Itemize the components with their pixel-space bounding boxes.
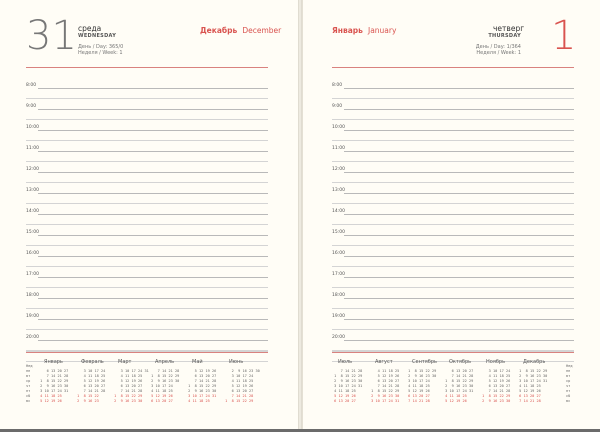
header-rule	[26, 67, 268, 68]
hour-line[interactable]	[38, 109, 268, 110]
calendar-month-label: Февраль	[81, 359, 104, 365]
half-hour-line[interactable]	[26, 308, 268, 309]
day-number: 31	[26, 13, 77, 59]
half-hour-line[interactable]	[26, 266, 268, 267]
hour-line[interactable]	[38, 172, 268, 173]
calendar-month-grid: 7 14 21 28 1 8 15 22 29 2 9 16 23 30 3 10 17 24 31 4 11 18 25 5 12 19 26 6 13 20 27	[332, 369, 363, 403]
hour-line[interactable]	[38, 298, 268, 299]
hour-line[interactable]	[344, 151, 574, 152]
hour-label: 13:00	[332, 188, 345, 193]
half-hour-line[interactable]	[26, 245, 268, 246]
calendar-month-grid: 7 14 21 28 1 8 15 22 29 2 9 16 23 30 3 10 17 24 4 11 18 25 5 12 19 26 6 13 20 27	[149, 369, 180, 403]
half-hour-line[interactable]	[332, 161, 574, 162]
hour-label: 14:00	[26, 209, 39, 214]
calendar-month-label: Декабрь	[523, 359, 546, 365]
hour-line[interactable]	[38, 256, 268, 257]
calendar-rule	[26, 352, 268, 353]
hour-line[interactable]	[38, 193, 268, 194]
calendar-month-label: Ноябрь	[486, 359, 506, 365]
calendar-month-grid: 4 11 18 25 5 12 19 26 6 13 20 27 7 14 21 28 1 8 15 22 29 2 9 16 23 30 3 10 17 24 31	[369, 369, 400, 403]
weekday-labels: пн вт ср чт пт сб вс	[26, 369, 31, 403]
half-hour-line[interactable]	[26, 161, 268, 162]
hour-line[interactable]	[344, 109, 574, 110]
calendar-month-label: Апрель	[155, 359, 175, 365]
hour-line[interactable]	[38, 151, 268, 152]
hour-line[interactable]	[344, 298, 574, 299]
hour-label: 15:00	[332, 230, 345, 235]
hour-label: 10:00	[26, 125, 39, 130]
hour-label: 8:00	[26, 83, 37, 88]
hour-label: 18:00	[332, 293, 345, 298]
hour-label: 17:00	[26, 272, 39, 277]
hour-label: 16:00	[332, 251, 345, 256]
calendar-month-grid: 3 10 17 24 4 11 18 25 5 12 19 26 6 13 20 27 7 14 21 28 1 8 15 22 29 2 9 16 23 30	[480, 369, 511, 403]
hour-line[interactable]	[38, 130, 268, 131]
hour-line[interactable]	[344, 130, 574, 131]
hour-line[interactable]	[38, 340, 268, 341]
half-hour-line[interactable]	[332, 98, 574, 99]
month-ru: Январь	[332, 26, 363, 35]
day-name-ru: среда	[78, 24, 102, 33]
hour-line[interactable]	[344, 214, 574, 215]
hour-label: 12:00	[26, 167, 39, 172]
hour-line[interactable]	[344, 235, 574, 236]
header-rule	[332, 67, 574, 68]
month-label	[332, 23, 396, 35]
day-name-en: THURSDAY	[488, 33, 521, 39]
left-page	[0, 0, 299, 429]
week-number: Неделя / Week: 1	[78, 50, 123, 56]
hour-line[interactable]	[38, 235, 268, 236]
week-header: Нед	[26, 364, 33, 368]
half-hour-line[interactable]	[332, 308, 574, 309]
half-hour-line[interactable]	[26, 140, 268, 141]
half-hour-line[interactable]	[332, 224, 574, 225]
week-number: Неделя / Week: 1	[476, 50, 521, 56]
hour-label: 20:00	[26, 335, 39, 340]
month-en: December	[242, 26, 282, 35]
hour-line[interactable]	[344, 256, 574, 257]
hour-label: 13:00	[26, 188, 39, 193]
half-hour-line[interactable]	[332, 182, 574, 183]
hour-label: 12:00	[332, 167, 345, 172]
half-hour-line[interactable]	[26, 224, 268, 225]
hour-line[interactable]	[38, 88, 268, 89]
day-count: День / Day: 1/364	[475, 44, 521, 50]
calendar-month-label: Январь	[44, 359, 63, 365]
calendar-month-label: Май	[192, 359, 203, 365]
calendar-month-label: Март	[118, 359, 132, 365]
hour-line[interactable]	[344, 277, 574, 278]
hour-line[interactable]	[344, 172, 574, 173]
half-hour-line[interactable]	[26, 98, 268, 99]
hour-label: 15:00	[26, 230, 39, 235]
half-hour-line[interactable]	[332, 140, 574, 141]
half-hour-line[interactable]	[332, 266, 574, 267]
calendar-month-grid: 3 10 17 24 31 4 11 18 25 5 12 19 26 6 13 20 27 7 14 21 28 1 8 15 22 29 2 9 16 23 30	[112, 369, 149, 403]
right-page	[302, 0, 600, 429]
calendar-month-grid: 2 9 16 23 30 3 10 17 24 4 11 18 25 5 12 19 26 6 13 20 27 7 14 21 28 1 8 15 22 29	[223, 369, 260, 403]
hour-line[interactable]	[344, 319, 574, 320]
half-hour-line[interactable]	[26, 203, 268, 204]
calendar-month-label: Июнь	[229, 359, 244, 365]
hour-line[interactable]	[344, 88, 574, 89]
calendar-rule	[332, 352, 574, 353]
weekday-labels: пн вт ср чт пт сб вс	[566, 369, 571, 403]
calendar-month-grid: 6 13 20 27 7 14 21 28 1 8 15 22 29 2 9 16 23 30 3 10 17 24 31 4 11 18 25 5 12 19 26	[38, 369, 69, 403]
hour-label: 8:00	[332, 83, 343, 88]
day-name-ru: четверг	[493, 24, 525, 33]
calendar-month-grid: 6 13 20 27 7 14 21 28 1 8 15 22 29 2 9 16 23 30 3 10 17 24 31 4 11 18 25 5 12 19 26	[443, 369, 474, 403]
half-hour-line[interactable]	[332, 203, 574, 204]
hour-label: 19:00	[332, 314, 345, 319]
calendar-month-label: Июль	[338, 359, 353, 365]
calendar-month-grid: 1 8 15 22 29 2 9 16 23 30 3 10 17 24 31 4 11 18 25 5 12 19 26 6 13 20 27 7 14 21 28	[517, 369, 548, 403]
hour-label: 11:00	[26, 146, 39, 151]
week-header: Нед	[566, 364, 573, 368]
month-en: January	[367, 26, 397, 35]
calendar-month-grid: 1 8 15 22 29 2 9 16 23 30 3 10 17 24 4 11 18 25 5 12 19 26 6 13 20 27 7 14 21 28	[406, 369, 437, 403]
calendar-month-grid: 3 10 17 24 4 11 18 25 5 12 19 26 6 13 20 27 7 14 21 28 1 8 15 22 2 9 16 23	[75, 369, 106, 403]
calendar-month-label: Август	[375, 359, 393, 365]
hour-line[interactable]	[344, 340, 574, 341]
hour-label: 11:00	[332, 146, 345, 151]
hour-line[interactable]	[344, 193, 574, 194]
day-count: День / Day: 365/0	[78, 44, 124, 50]
hour-line[interactable]	[38, 277, 268, 278]
hour-label: 10:00	[332, 125, 345, 130]
day-number: 1	[551, 13, 577, 59]
month-ru: Декабрь	[200, 26, 238, 35]
calendar-month-grid: 5 12 19 26 6 13 20 27 7 14 21 28 1 8 15 22 29 2 9 16 23 30 3 10 17 24 31 4 11 18 25	[186, 369, 217, 403]
calendar-month-label: Октябрь	[449, 359, 472, 365]
half-hour-line[interactable]	[332, 119, 574, 120]
hour-label: 16:00	[26, 251, 39, 256]
hour-label: 9:00	[332, 104, 343, 109]
month-label	[200, 23, 281, 35]
half-hour-line[interactable]	[332, 287, 574, 288]
half-hour-line[interactable]	[26, 329, 268, 330]
hour-label: 19:00	[26, 314, 39, 319]
calendar-month-label: Сентябрь	[412, 359, 437, 365]
hour-line[interactable]	[38, 319, 268, 320]
hour-label: 17:00	[332, 272, 345, 277]
hour-label: 9:00	[26, 104, 37, 109]
day-name-en: WEDNESDAY	[78, 33, 117, 39]
half-hour-line[interactable]	[332, 245, 574, 246]
half-hour-line[interactable]	[332, 329, 574, 330]
hour-label: 18:00	[26, 293, 39, 298]
half-hour-line[interactable]	[26, 287, 268, 288]
hour-label: 20:00	[332, 335, 345, 340]
half-hour-line[interactable]	[26, 182, 268, 183]
hour-line[interactable]	[38, 214, 268, 215]
hour-label: 14:00	[332, 209, 345, 214]
half-hour-line[interactable]	[26, 119, 268, 120]
